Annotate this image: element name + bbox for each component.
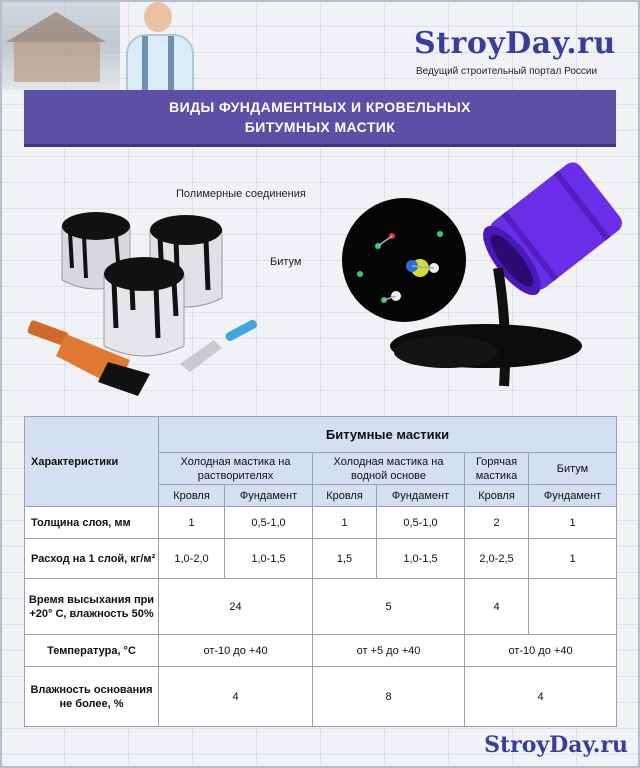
page-title: ВИДЫ ФУНДАМЕНТНЫХ И КРОВЕЛЬНЫХ БИТУМНЫХ МАСТИК xyxy=(169,99,471,135)
table-cell: 0,5-1,0 xyxy=(377,507,465,539)
row-label: Температура, °С xyxy=(25,635,159,667)
table-cell: 2 xyxy=(465,507,529,539)
row-label: Расход на 1 слой, кг/м² xyxy=(25,539,159,579)
header-type-cold-solvent: Холодная мастика на растворителях xyxy=(159,453,313,485)
table-cell: 2,0-2,5 xyxy=(465,539,529,579)
header-type-hot: Горячая мастика xyxy=(465,453,529,485)
table-cell: 1 xyxy=(529,507,617,539)
table-cell: 1 xyxy=(313,507,377,539)
worker-head xyxy=(144,2,172,32)
table-row xyxy=(25,507,617,539)
table-row xyxy=(25,539,617,579)
table-cell: 4 xyxy=(159,667,313,727)
table-cell: 8 xyxy=(313,667,465,727)
site-logo[interactable]: StroyDay.ru xyxy=(414,26,616,61)
header xyxy=(0,0,640,92)
worker-image xyxy=(108,0,200,92)
title-banner xyxy=(24,90,616,147)
header-type-bitumen: Битум xyxy=(529,453,617,485)
house-wall xyxy=(14,42,100,82)
subheader-foundation: Фундамент xyxy=(529,485,617,507)
subheader-roof: Кровля xyxy=(159,485,225,507)
table-cell: 24 xyxy=(159,579,313,635)
label-bitumen: Битум xyxy=(270,256,302,268)
worker-strap xyxy=(142,36,148,92)
header-group: Битумные мастики xyxy=(159,417,617,453)
worker-body xyxy=(126,34,194,96)
properties-table xyxy=(24,416,616,727)
table-cell: 1,0-2,0 xyxy=(159,539,225,579)
header-type-cold-water: Холодная мастика на водной основе xyxy=(313,453,465,485)
row-label: Толщина слоя, мм xyxy=(25,507,159,539)
table-cell: 0,5-1,0 xyxy=(225,507,313,539)
header-characteristics: Характеристики xyxy=(25,417,159,507)
trowel-icon xyxy=(180,318,258,372)
row-label: Влажность основания не более, % xyxy=(25,667,159,727)
subheader-foundation: Фундамент xyxy=(377,485,465,507)
table-cell: 1,0-1,5 xyxy=(377,539,465,579)
table-cell: 1 xyxy=(529,539,617,579)
illustration xyxy=(0,150,640,410)
table-cell: 4 xyxy=(465,667,617,727)
table-row xyxy=(25,579,617,635)
table-cell: 5 xyxy=(313,579,465,635)
table-row xyxy=(25,667,617,727)
table-cell: от-10 до +40 xyxy=(465,635,617,667)
subheader-roof: Кровля xyxy=(465,485,529,507)
subheader-roof: Кровля xyxy=(313,485,377,507)
table-row xyxy=(25,635,617,667)
table-cell: 1 xyxy=(159,507,225,539)
subheader-foundation: Фундамент xyxy=(225,485,313,507)
table-cell: от +5 до +40 xyxy=(313,635,465,667)
worker-strap xyxy=(168,36,174,92)
table-cell: от-10 до +40 xyxy=(159,635,313,667)
paint-bucket-icon xyxy=(104,257,184,356)
table-cell: 1,5 xyxy=(313,539,377,579)
table-cell xyxy=(529,579,617,635)
table-cell: 4 xyxy=(465,579,529,635)
illustration-svg xyxy=(0,150,640,410)
row-label: Время высыхания при +20° С, влажность 50% xyxy=(25,579,159,635)
footer-logo[interactable]: StroyDay.ru xyxy=(484,732,628,758)
house-roof xyxy=(6,12,106,42)
table-cell: 1,0-1,5 xyxy=(225,539,313,579)
site-tagline: Ведущий строительный портал России xyxy=(416,66,598,77)
molecule-icon xyxy=(342,198,466,322)
label-polymer: Полимерные соединения xyxy=(176,188,306,200)
